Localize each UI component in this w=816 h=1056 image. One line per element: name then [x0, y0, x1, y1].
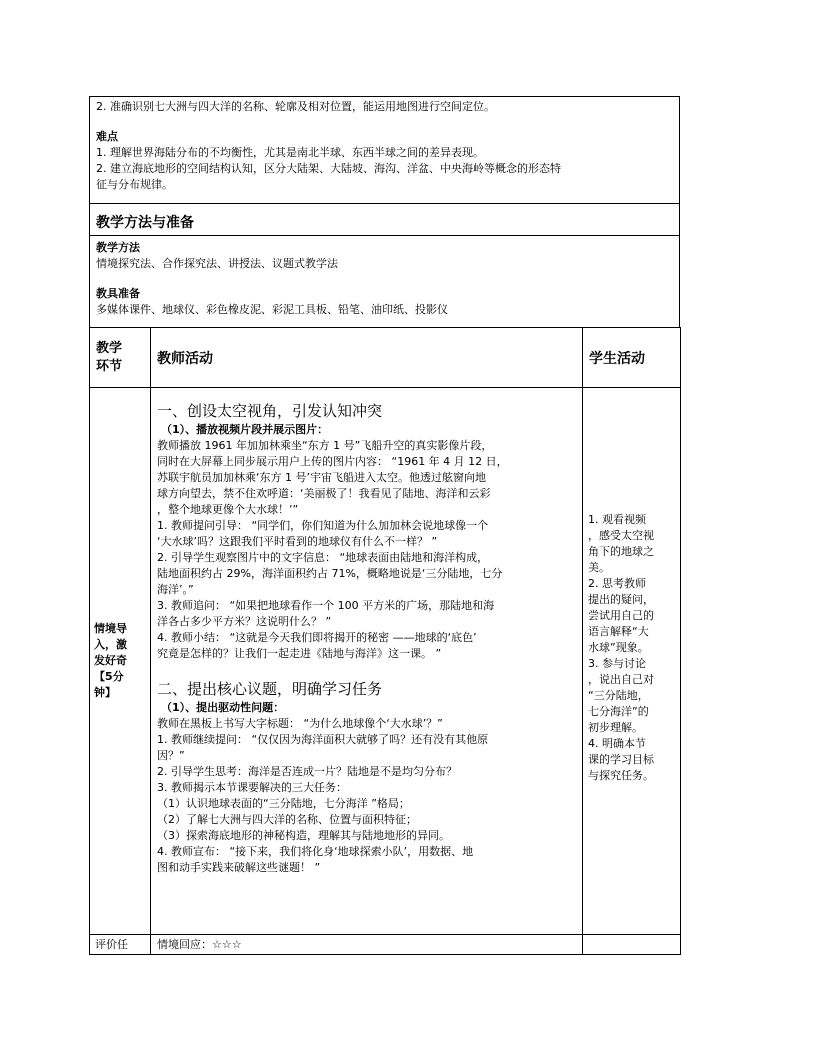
part1-line: 苏联宇航员加加林乘‘东方 1 号’宇宙飞船进入太空。他透过舷窗向地 — [157, 471, 486, 484]
part2-line: 图和动手实践来破解这些谜题！ ” — [157, 861, 321, 874]
header-student-activity: 学生活动 — [589, 350, 645, 367]
key-points-box — [89, 96, 680, 204]
student-line: 水球”现象。 — [588, 641, 649, 654]
part1-line: 洋各占多少平方米？这说明什么？ ” — [157, 615, 332, 628]
student-activity-text — [588, 512, 678, 784]
student-line: 4. 明确本节 — [588, 737, 646, 750]
part2-line: 1. 教师继续提问： “仅仅因为海洋面积大就够了吗？还有没有其他原 — [157, 733, 489, 746]
student-line: 3. 参与讨论 — [588, 657, 646, 670]
tools-title: 教具准备 — [96, 287, 140, 300]
student-line: 2. 思考教师 — [588, 577, 646, 590]
difficulty-line-1: 1. 理解世界海陆分布的不均衡性，尤其是南北半球、东西半球之间的差异表现。 — [96, 146, 484, 159]
difficulty-title: 难点 — [96, 130, 118, 143]
table-header-row — [90, 328, 681, 388]
eval-label-cell — [90, 935, 151, 955]
student-line: 课的学习目标 — [588, 753, 654, 766]
part1-line: 4. 教师小结： “这就是今天我们即将揭开的秘密 ——地球的‘底色’ — [157, 631, 477, 644]
objective-line-2: 2. 准确识别七大洲与四大洋的名称、轮廓及相对位置，能运用地图进行空间定位。 — [96, 100, 495, 113]
methods-section-title: 教学方法与准备 — [96, 215, 194, 231]
part2-line: 3. 教师揭示本节课要解决的三大任务： — [157, 781, 347, 794]
header-student-cell — [583, 328, 681, 388]
part2-title: 二、提出核心议题，明确学习任务 — [157, 680, 383, 698]
part1-line: 同时在大屏幕上同步展示用户上传的图片内容： “1961 年 4 月 12 日， — [157, 455, 508, 468]
part2-sub: （1）、提出驱动性问题： — [161, 701, 285, 714]
eval-empty-cell — [583, 935, 681, 955]
part2-line: 教师在黑板上书写大字标题： “为什么地球像个‘大水球’？” — [157, 717, 443, 730]
header-stage-line-a: 教学 — [96, 340, 123, 356]
part1-line: 2. 引导学生观察图片中的文字信息： “地球表面由陆地和海洋构成， — [157, 551, 489, 564]
method-title: 教学方法 — [96, 241, 140, 254]
stage-line-5: 钟】 — [94, 686, 116, 699]
part1-line: 究竟是怎样的？让我们一起走进《陆地与海洋》这一课。 ” — [157, 647, 442, 660]
student-line: 角下的地球之 — [588, 545, 654, 558]
methods-box — [89, 236, 680, 328]
student-line: 语言解释“大 — [588, 625, 649, 638]
student-line: ，说出自己对 — [588, 673, 654, 686]
student-line: “三分陆地， — [588, 689, 649, 702]
part1-line: 1. 教师提问引导： “同学们，你们知道为什么加加林会说地球像一个 — [157, 519, 489, 532]
part1-sub: （1）、播放视频片段并展示图片： — [161, 423, 329, 436]
part1-line: 球方向望去，禁不住欢呼道：‘美丽极了！我看见了陆地、海洋和云彩 — [157, 487, 491, 500]
part2-line: （1）认识地球表面的“三分陆地，七分海洋 ”格局； — [157, 797, 410, 810]
stage-line-1: 情境导 — [94, 622, 127, 635]
part1-line: 3. 教师追问： “如果把地球看作一个 100 平方米的广场，那陆地和海 — [157, 599, 495, 612]
eval-text: 情境回应：☆☆☆ — [157, 938, 242, 951]
stage-line-3: 发好奇 — [94, 654, 127, 667]
part2-line: （3）探索海底地形的神秘构造，理解其与陆地地形的异同。 — [157, 829, 450, 842]
lesson-table — [89, 327, 681, 955]
header-stage-line-b: 环节 — [96, 358, 123, 374]
tools-text: 多媒体课件、地球仪、彩色橡皮泥、彩泥工具板、铅笔、油印纸、投影仪 — [96, 303, 448, 316]
method-text: 情境探究法、合作探究法、讲授法、议题式教学法 — [96, 257, 338, 270]
stage-line-2: 入，激 — [94, 638, 127, 651]
difficulty-line-2a: 2. 建立海底地形的空间结构认知，区分大陆架、大陆坡、海沟、洋盆、中央海岭等概念的形态特 — [96, 162, 561, 175]
part2-line: 2. 引导学生思考：海洋是否连成一片？陆地是不是均匀分布？ — [157, 765, 457, 778]
part1-body — [157, 438, 578, 662]
student-line: 美。 — [588, 561, 610, 574]
part2-line: 因？” — [157, 749, 185, 762]
student-line: 提出的疑问， — [588, 593, 654, 606]
part1-line: ，整个地球更像个大水球！’” — [157, 503, 299, 516]
student-line: 与探究任务。 — [588, 769, 654, 782]
student-line: 尝试用自己的 — [588, 609, 654, 622]
student-activity-cell — [583, 388, 681, 935]
part1-line: 陆地面积约占 29%，海洋面积约占 71%，概略地说是‘三分陆地，七分 — [157, 567, 503, 580]
student-line: 1. 观看视频 — [588, 513, 646, 526]
part1-line: 海洋’。” — [157, 583, 194, 596]
teacher-activity-cell — [151, 388, 583, 935]
table-row — [90, 388, 681, 935]
part1-title: 一、创设太空视角，引发认知冲突 — [157, 402, 383, 420]
header-teacher-cell — [151, 328, 583, 388]
stage-cell — [90, 388, 151, 935]
difficulty-line-2b: 征与分布规律。 — [96, 178, 173, 191]
document-page — [89, 96, 680, 955]
part1-line: ‘大水球’吗？这跟我们平时看到的地球仪有什么不一样？ ” — [157, 535, 438, 548]
student-line: ，感受太空视 — [588, 529, 654, 542]
part2-line: （2）了解七大洲与四大洋的名称、位置与面积特征； — [157, 813, 417, 826]
eval-label: 评价任 — [95, 938, 128, 951]
student-line: 七分海洋”的 — [588, 705, 649, 718]
stage-line-4: 【5分 — [94, 670, 124, 683]
part1-line: 教师播放 1961 年加加林乘坐“东方 1 号”飞船升空的真实影像片段， — [157, 439, 493, 452]
methods-section-header — [89, 204, 680, 236]
header-teacher-activity: 教师活动 — [157, 350, 213, 367]
part2-body — [157, 716, 578, 876]
eval-text-cell — [151, 935, 583, 955]
evaluation-row — [90, 935, 681, 955]
part2-line: 4. 教师宣布： “接下来，我们将化身‘地球探索小队’，用数据、地 — [157, 845, 474, 858]
student-line: 初步理解。 — [588, 721, 643, 734]
header-stage-cell — [90, 328, 151, 388]
